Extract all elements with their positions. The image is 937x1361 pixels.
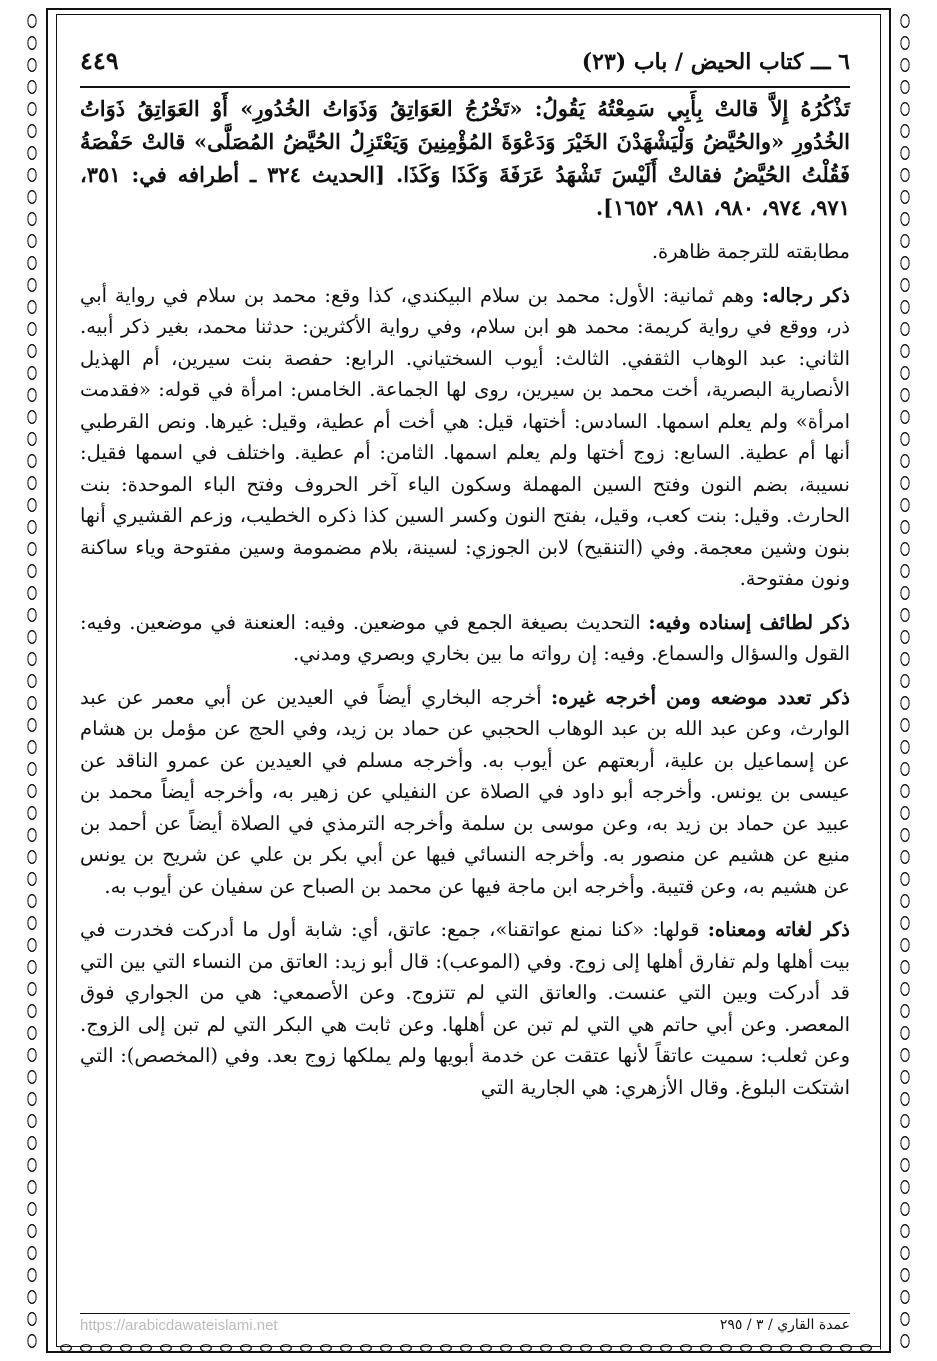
section-text: التحديث بصيغة الجمع في موضعين. وفيه: العنعنة في موضعين. وفيه: القول والسؤال والسماع. وفيه: إن رواته ما بين بخاري وبصري ومدني. xyxy=(80,610,850,665)
section-text: أخرجه البخاري أيضاً في العيدين عن أبي معمر عن عبد الوارث، وعن عبد الله بن عبد الوهاب الحجبي عن حماد بن زيد، وفي الحج عن مؤمل بن هشام عن إسماعيل بن علية، أربعتهم عن أيوب به. وأخرجه مسلم في العيدين عن عمرو الناقد عن عيسى بن يونس. وأخرجه أبو داود في الصلاة عن النفيلي عن زهير به، وأخرجه أيضاً محمد بن عبيد عن حماد بن زيد به، وعن موسى بن سلمة وأخرجه الترمذي في الصلاة أيضاً عن أحمد بن منيع عن هشيم عن منصور به. وأخرجه النسائي فيها عن أبي بكر بن علي عن شريح بن يونس عن هشيم به، وعن قتيبة. وأخرجه ابن ماجة فيها عن محمد بن الصباح عن سفيان عن أيوب به. xyxy=(80,685,850,898)
section-lexicon xyxy=(80,914,850,1103)
section-isnad xyxy=(80,607,850,670)
left-border-ornament xyxy=(24,10,40,1350)
page-content xyxy=(80,46,850,1336)
right-border-ornament xyxy=(897,10,913,1350)
section-takhrij xyxy=(80,682,850,903)
book-title: ٦ ـــ كتاب الحيض / باب (٢٣) xyxy=(581,49,850,75)
section-lead: ذكر لطائف إسناده وفيه: xyxy=(648,610,850,634)
section-text: وهم ثمانية: الأول: محمد بن سلام البيكندي، كذا وقع: محمد بن سلام في رواية أبي ذر، ووقع في رواية كريمة: محمد هو ابن سلام، وفي رواية الأكثرين: حدثنا محمد، بغير ذكر أبيه. الثاني: عبد الوهاب الثقفي. الثالث: أيوب السختياني. الرابع: حفصة بنت سيرين، أم الهذيل الأنصارية البصرية، أخت محمد بن سيرين، روى لها الجماعة. الخامس: امرأة في قوله: «فقدمت امرأة» ولم يعلم اسمها. السادس: أختها، قيل: هي أخت أم عطية، وقيل: غيرها. ونص القرطبي أنها أم عطية. السابع: زوج أختها ولم يعلم اسمها. الثامن: أم عطية. واختلف في اسمها فقيل: نسيبة، بضم النون وفتح السين المهملة وسكون الياء آخر الحروف وفتح الباء الموحدة: بنت الحارث. وقيل: بنت كعب، وقيل، بفتح النون وكسر السين كذا ذكره الخطيب، وزعم القشيري أنها بنون وشين معجمة. وفي (التنقيح) لابن الجوزي: لسينة، بلام مضمومة وسين مفتوحة وياء ساكنة ونون مفتوحة. xyxy=(80,283,850,590)
page-number: ٤٤٩ xyxy=(80,46,119,75)
section-lead: ذكر لغاته ومعناه: xyxy=(707,918,850,941)
page-footer xyxy=(80,1313,850,1336)
intro-line: مطابقته للترجمة ظاهرة. xyxy=(651,240,850,263)
page-header xyxy=(80,46,850,86)
section-narrators xyxy=(80,280,850,595)
section-text: قولها: «كنا نمنع عواتقنا»، جمع: عاتق، أي: شابة أول ما أدركت فخدرت في بيت أهلها ولم تفارق أهلها إلى زوج. وفي (الموعب): قال أبو زيد: العاتق من النساء التي بين التي قد أدركت وبين التي عنست. والعاتق التي لم تتزوج. وعن الأصمعي: هي من الجواري فوق المعصر. وعن أبي حاتم هي التي لم تبن عن أهلها. وعن ثابت هي البكر التي لم تبن إلى الزوج. وعن ثعلب: سميت عاتقاً لأنها عتقت عن خدمة أبويها ولم يملكها زوج بعد. وفي (المخصص): التي اشتكت البلوغ. وقال الأزهري: هي الجارية التي xyxy=(80,918,850,1099)
header-rule xyxy=(80,86,850,88)
watermark-url: https://arabicdawateislami.net xyxy=(80,1316,278,1334)
section-lead: ذكر تعدد موضعه ومن أخرجه غيره: xyxy=(551,685,850,709)
footer-source: عمدة القاري / ٣ / ٢٩٥ xyxy=(719,1317,850,1333)
hadith-text: تَذْكُرُهُ إِلاَّ قالتْ بِأَبِي سَمِعْتُهُ يَقُولُ: «تَخْرُجُ العَوَاتِقُ وَذَوَاتُ الخُدُورِ» أَوْ العَوَاتِقُ ذَوَاتُ الخُدُورِ «والحُيَّضُ وَلْيَشْهَدْنَ الخَيْرَ وَدَعْوَةَ المُؤْمِنِينَ وَيَعْتَزِلُ الحُيَّضُ المُصَلَّى» قالتْ حَفْصَةُ فَقُلْتُ الحُيَّضُ فقالتْ أَلَيْسَ تَشْهَدُ عَرَفَةَ وَكَذَا وَكَذَا. [الحديث ٣٢٤ ـ أطرافه في: ٣٥١، ٩٧١، ٩٧٤، ٩٨٠، ٩٨١، ١٦٥٢]. xyxy=(80,96,850,220)
bottom-border-ornament xyxy=(56,1342,881,1354)
section-lead: ذكر رجاله: xyxy=(761,283,850,307)
